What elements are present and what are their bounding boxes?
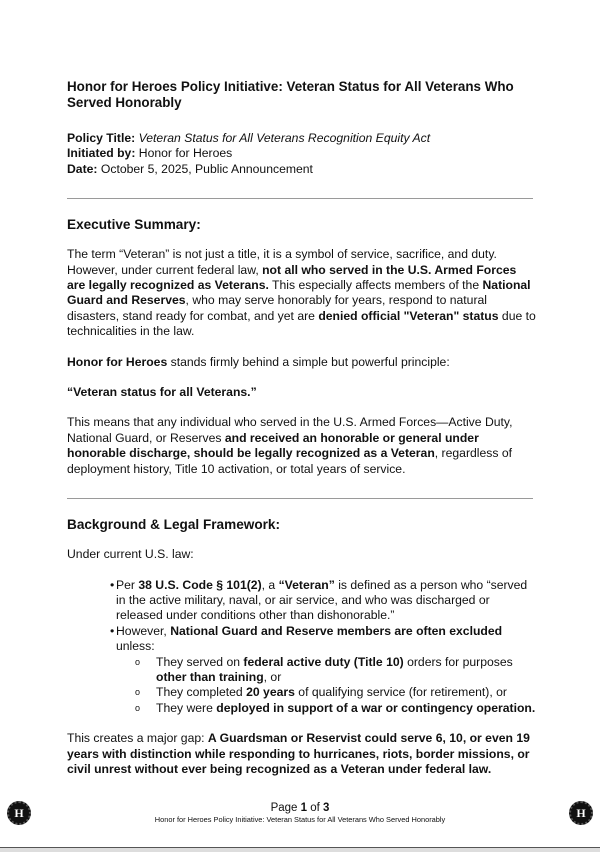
exec-paragraph-2 — [67, 355, 537, 370]
executive-summary — [67, 247, 537, 477]
text: of — [307, 802, 324, 815]
initiated-by: Honor for Heroes — [138, 146, 233, 161]
emphasis: National Guard and Reserve members are often excluded — [170, 623, 503, 638]
emphasis: not all who served in the U.S. Armed Forces are legally recognized as Veterans. — [67, 262, 517, 293]
text: due to technicalities in the law. — [67, 308, 536, 339]
bullet-icon: • — [110, 623, 115, 638]
text: unless: — [116, 639, 155, 654]
emphasis: and received an honorable or general under honorable discharge, should be legally recognized as a Veteran — [67, 430, 479, 461]
text: They were — [156, 700, 217, 715]
circle-bullet-icon: o — [135, 702, 141, 713]
divider — [67, 498, 533, 499]
emphasis: deployed in support of a war or contingency operation. — [216, 700, 536, 715]
text: stands firmly behind a simple but powerful principle: — [167, 354, 450, 369]
text: This especially affects members of the — [268, 278, 483, 293]
background-section — [67, 547, 537, 777]
text: is defined as a person who “served in the active military, naval, or air service, and who was discharged or released under conditions other than dishonorable.” — [116, 577, 528, 623]
emphasis: denied official "Veteran" status — [318, 308, 499, 323]
executive-summary-heading: Executive Summary: — [67, 217, 201, 233]
text: , or — [263, 669, 282, 684]
sub-list-item — [132, 701, 537, 716]
current-page: 1 — [300, 802, 308, 815]
honor-for-heroes-logo-icon: H — [7, 801, 31, 825]
policy-meta — [67, 131, 537, 177]
text: orders for purposes — [403, 654, 513, 669]
gap-paragraph — [67, 731, 537, 777]
text: This means that any individual who served in the U.S. Armed Forces—Active Duty, National Guard, or Reserves — [67, 415, 513, 445]
bullet-icon: • — [110, 577, 115, 592]
page-footer — [31, 801, 569, 825]
date: October 5, 2025, Public Announcement — [100, 161, 313, 176]
exec-paragraph-1 — [67, 247, 537, 339]
sub-list — [132, 655, 537, 717]
text: They served on — [156, 654, 244, 669]
text: of qualifying service (for retirement), or — [294, 685, 507, 700]
circle-bullet-icon: o — [135, 687, 141, 698]
emphasis: Honor for Heroes — [67, 354, 168, 369]
document-title: Honor for Heroes Policy Initiative: Veteran Status for All Veterans Who Served Honorably — [67, 79, 514, 110]
page-bottom-edge — [0, 847, 600, 852]
text: This creates a major gap: — [67, 731, 208, 746]
footer-text: Honor for Heroes Policy Initiative: Veteran Status for All Veterans Who Served Honorably — [154, 815, 446, 825]
emphasis: federal active duty (Title 10) — [243, 654, 404, 669]
principle-quote — [67, 385, 537, 400]
text: , a — [261, 577, 279, 592]
circle-bullet-icon: o — [135, 656, 141, 667]
page-footer-row — [0, 777, 600, 847]
text: , regardless of deployment history, Title 10 activation, or total years of service. — [67, 446, 513, 476]
policy-title-label: Policy Title: — [67, 131, 136, 145]
text: , who may serve honorably for years, respond to natural disasters, stand ready for combat, and yet are — [67, 293, 488, 323]
date-label: Date: — [67, 161, 98, 176]
text: However, — [116, 623, 171, 638]
bullet-list — [67, 578, 537, 717]
emphasis: 38 U.S. Code § 101(2) — [138, 577, 262, 592]
text: They completed — [156, 685, 247, 700]
exec-paragraph-4 — [67, 415, 537, 477]
honor-for-heroes-logo-icon: H — [569, 801, 593, 825]
page-number — [39, 801, 561, 815]
list-item — [92, 578, 537, 624]
background-intro: Under current U.S. law: — [67, 547, 194, 562]
emphasis: 20 years — [246, 685, 295, 700]
text: The term “Veteran” is not just a title, it is a symbol of service, sacrifice, and duty. However, under current federal law, — [67, 247, 497, 277]
emphasis: “Veteran” — [278, 577, 335, 592]
emphasis: A Guardsman or Reservist could serve 6, 10, or even 19 years with distinction while responding to hurricanes, riots, border missions, or civil unrest without ever being recognized as a Veteran under federal law. — [67, 731, 530, 776]
sub-list-item — [132, 655, 537, 686]
background-heading: Background & Legal Framework: — [67, 517, 281, 533]
emphasis: other than training — [156, 669, 264, 684]
policy-title: Veteran Status for All Veterans Recognition Equity Act — [138, 131, 431, 145]
text: Per — [116, 577, 139, 592]
total-pages: 3 — [323, 802, 330, 815]
initiated-label: Initiated by: — [67, 146, 136, 161]
list-item — [92, 624, 537, 716]
text: Page — [270, 802, 301, 815]
emphasis: National Guard and Reserves — [67, 278, 531, 308]
divider — [67, 198, 533, 199]
emphasis: “Veteran status for all Veterans.” — [67, 385, 257, 400]
sub-list-item — [132, 685, 537, 700]
